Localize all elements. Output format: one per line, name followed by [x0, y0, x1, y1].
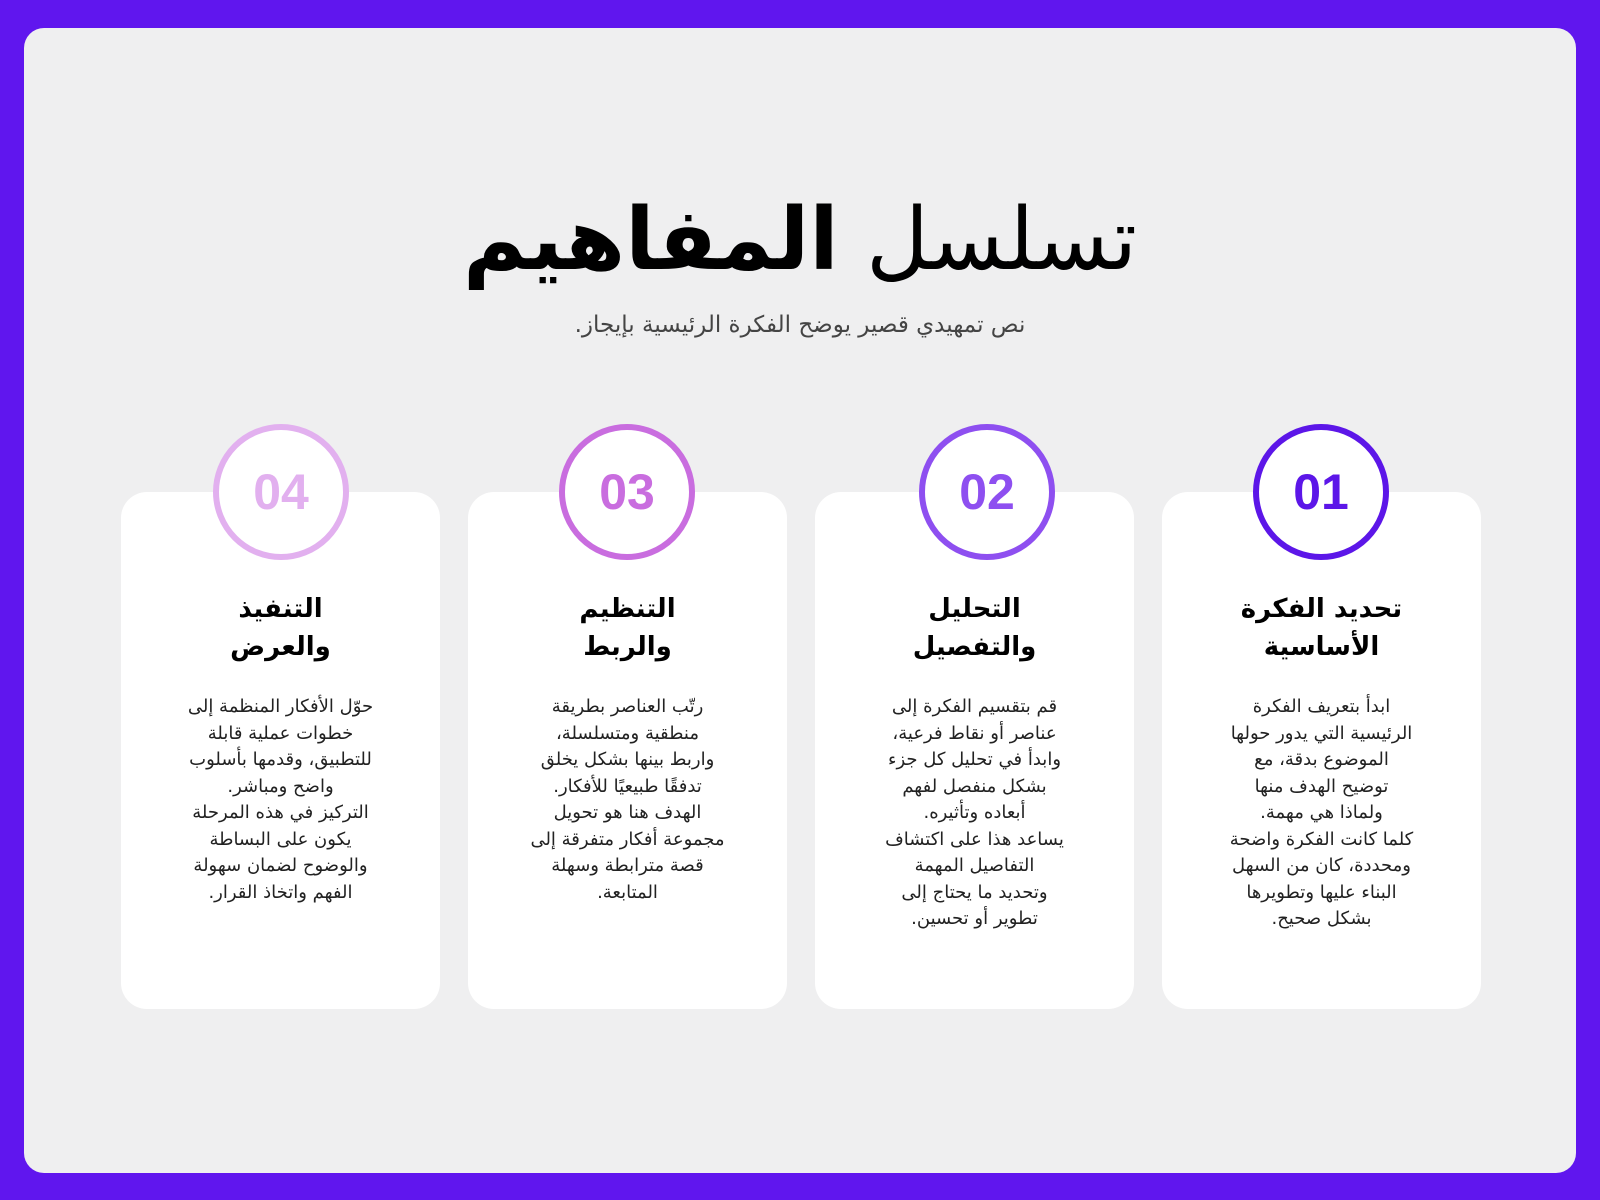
step-number: 02: [959, 464, 1015, 520]
step-title: التنظيم والربط: [579, 594, 676, 662]
step-number-badge-3: [559, 424, 695, 560]
step-description: حوّل الأفكار المنظمة إلى خطوات عملية قابلة للتطبيق، وقدمها بأسلوب واضح ومباشر. التركيز في هذه المرحلة يكون على البساطة والوضوح لضمان سهولة الفهم واتخاذ القرار.: [187, 696, 374, 903]
step-title: التحليل والتفصيل: [912, 594, 1037, 662]
step-card-2: [815, 492, 1134, 1009]
step-card-4: [121, 492, 440, 1009]
page-title: [24, 180, 1576, 300]
title-light-word: تسلسل: [866, 190, 1138, 290]
step-number-badge-4: [213, 424, 349, 560]
step-title: تحديد الفكرة الأساسية: [1240, 594, 1403, 662]
step-card-1: [1162, 492, 1481, 1009]
title-bold-word: المفاهيم: [462, 190, 839, 290]
step-number: 04: [253, 464, 309, 520]
step-number: 01: [1293, 464, 1349, 520]
step-description: ابدأ بتعريف الفكرة الرئيسية التي يدور حولها الموضوع بدقة، مع توضيح الهدف منها ولماذا هي مهمة. كلما كانت الفكرة واضحة ومحددة، كان من السهل البناء عليها وتطويرها بشكل صحيح.: [1229, 696, 1414, 929]
step-title: التنفيذ والعرض: [230, 594, 331, 662]
step-description: قم بتقسيم الفكرة إلى عناصر أو نقاط فرعية، وابدأ في تحليل كل جزء بشكل منفصل لفهم أبعاده وتأثيره. يساعد هذا على اكتشاف التفاصيل المهمة وتحديد ما يحتاج إلى تطوير أو تحسين.: [885, 696, 1064, 929]
step-number-badge-1: [1253, 424, 1389, 560]
step-card-3: [468, 492, 787, 1009]
step-description: رتّب العناصر بطريقة منطقية ومتسلسلة، واربط بينها بشكل يخلق تدفقًا طبيعيًا للأفكار. الهدف هنا هو تحويل مجموعة أفكار متفرقة إلى قصة مترابطة وسهلة المتابعة.: [530, 696, 725, 903]
step-number-badge-2: [919, 424, 1055, 560]
step-number: 03: [599, 464, 655, 520]
page-subtitle: نص تمهيدي قصير يوضح الفكرة الرئيسية بإيجاز.: [574, 312, 1026, 338]
